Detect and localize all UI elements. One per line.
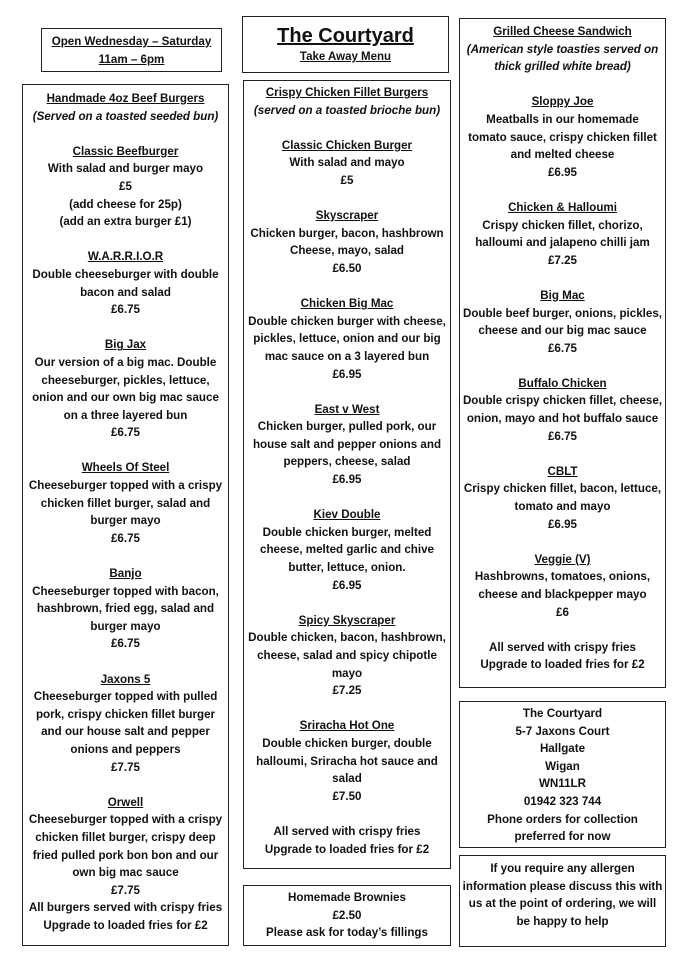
menu-item-description: chicken fillet burger, crispy deep (35, 830, 216, 844)
menu-item-name: Buffalo Chicken (518, 376, 607, 390)
hours-days: Open Wednesday – Saturday (51, 35, 212, 48)
section-subheading: thick grilled white bread) (494, 60, 631, 74)
menu-item-name: Chicken Big Mac (300, 297, 394, 311)
menu-item-price: £7.75 (110, 883, 140, 897)
spacer (244, 383, 450, 401)
menu-item-name: CBLT (547, 464, 578, 478)
brownies-note: Please ask for today’s fillings (266, 926, 428, 940)
spacer (244, 489, 450, 507)
address-box (459, 701, 666, 848)
menu-item-description: and melted cheese (510, 148, 615, 162)
spacer (23, 776, 228, 794)
menu-item-description: tomato and mayo (514, 500, 611, 514)
section-footer: All served with crispy fries (273, 824, 421, 838)
spacer (460, 181, 665, 199)
menu-item-description: Cheese, mayo, salad (289, 244, 405, 258)
spacer (460, 357, 665, 375)
menu-item-description: Double beef burger, onions, pickles, (462, 306, 663, 320)
menu-item-price: £6.75 (547, 429, 577, 443)
brownies-box (243, 885, 451, 946)
menu-item-description: Crispy chicken fillet, chorizo, (482, 218, 643, 232)
menu-item-name: W.A.R.R.I.O.R (87, 250, 164, 264)
menu-item-price: £6.75 (110, 531, 140, 545)
menu-item-description: mac sauce on a 3 layered bun (264, 349, 430, 363)
menu-item-price: £6.95 (332, 473, 362, 487)
spacer (244, 700, 450, 718)
spacer (23, 125, 228, 143)
section-footer: Upgrade to loaded fries for £2 (480, 658, 645, 672)
menu-item-price: £6.95 (332, 578, 362, 592)
spacer (460, 621, 665, 639)
section-heading: Crispy Chicken Fillet Burgers (265, 86, 429, 99)
menu-item-price: £6.95 (547, 517, 577, 531)
menu-item-description: Double crispy chicken fillet, cheese, (462, 394, 663, 408)
section-subheading: (Served on a toasted seeded bun) (32, 109, 219, 123)
menu-item-description: With salad and mayo (289, 156, 405, 170)
menu-item-description: halloumi and jalapeno chilli jam (475, 236, 650, 250)
menu-item-name: Sriracha Hot One (299, 719, 395, 733)
brownies-price: £2.50 (332, 908, 362, 922)
menu-item-description: Hashbrowns, tomatoes, onions, (474, 570, 651, 584)
menu-item-description: chicken fillet burger, salad and (40, 496, 211, 510)
menu-item-description: Double cheeseburger with double (32, 267, 219, 281)
menu-item-description: (add an extra burger £1) (59, 215, 192, 229)
opening-hours-box (41, 28, 222, 72)
menu-item-name: Big Jax (104, 338, 147, 352)
spacer (460, 269, 665, 287)
menu-item-description: pork, crispy chicken fillet burger (35, 707, 216, 721)
section-footer: Upgrade to loaded fries for £2 (264, 842, 430, 856)
menu-item-price: £6.50 (332, 261, 362, 275)
beef-burgers-section (22, 84, 229, 946)
menu-item-description: Cheeseburger topped with a crispy (28, 813, 223, 827)
chicken-burgers-section (243, 80, 451, 869)
menu-item-description: Cheeseburger topped with pulled (33, 690, 218, 704)
allergen-line: If you require any allergen (490, 862, 635, 875)
menu-item-description: With salad and burger mayo (47, 162, 204, 176)
menu-item-description: (add cheese for 25p) (69, 197, 182, 211)
menu-item-description: Chicken burger, pulled pork, our (257, 420, 437, 434)
menu-item-description: burger mayo (90, 514, 161, 528)
menu-item-description: onion, mayo and hot buffalo sauce (466, 412, 659, 426)
section-subheading: (American style toasties served on (466, 42, 659, 56)
menu-item-description: onions and peppers (70, 742, 181, 756)
menu-item-description: Double chicken burger, melted (262, 525, 432, 539)
brownies-name: Homemade Brownies (288, 891, 406, 904)
menu-item-price: £6.75 (547, 341, 577, 355)
menu-item-price: £6.95 (547, 165, 577, 179)
menu-item-price: £7.75 (110, 760, 140, 774)
menu-item-description: Double chicken, bacon, hashbrown, (248, 631, 446, 645)
menu-item-price: £5 (119, 179, 132, 193)
address-line: Phone orders for collection (487, 812, 638, 826)
menu-item-name: Chicken & Halloumi (508, 200, 617, 214)
menu-item-description: butter, lettuce, onion. (288, 561, 406, 575)
section-heading: Grilled Cheese Sandwich (493, 25, 632, 38)
menu-item-description: cheese, melted garlic and chive (260, 543, 434, 557)
menu-item-name: Big Mac (540, 288, 585, 302)
menu-item-price: £6.75 (110, 426, 140, 440)
menu-item-name: Sloppy Joe (531, 95, 594, 109)
menu-item-description: onion and our own big mac sauce (32, 391, 219, 405)
menu-item-description: peppers, cheese, salad (283, 455, 411, 469)
menu-item-description: cheeseburger, pickles, lettuce, (41, 373, 210, 387)
menu-item-description: salad (332, 772, 362, 786)
menu-item-description: Our version of a big mac. Double (34, 355, 217, 369)
menu-item-description: cheese and our big mac sauce (478, 324, 647, 338)
menu-item-price: £7.25 (547, 253, 577, 267)
allergen-line: information please discuss this with (462, 879, 663, 893)
header-box (242, 16, 449, 73)
section-footer: All burgers served with crispy fries (28, 901, 223, 915)
menu-item-name: Banjo (109, 567, 142, 581)
menu-item-description: fried pulled pork bon bon and our (32, 848, 219, 862)
menu-item-description: and our house salt and pepper (41, 725, 210, 739)
menu-item-price: £5 (340, 173, 354, 187)
menu-item-description: tomato sauce, crispy chicken fillet (468, 130, 657, 144)
spacer (244, 119, 450, 137)
menu-item-description: Cheeseburger topped with a crispy (28, 479, 223, 493)
menu-item-description: Chicken burger, bacon, hashbrown (250, 226, 444, 240)
grilled-cheese-section (459, 18, 666, 688)
address-line: 01942 323 744 (523, 794, 602, 808)
menu-item-name: Veggie (V) (534, 552, 591, 566)
allergen-line: be happy to help (516, 914, 609, 928)
page-subtitle: Take Away Menu (299, 51, 392, 63)
section-subheading: (served on a toasted brioche bun) (253, 103, 441, 117)
menu-item-price: £6 (556, 605, 569, 619)
menu-item-description: hashbrown, fried egg, salad and (36, 602, 215, 616)
menu-item-name: Skyscraper (315, 209, 379, 223)
spacer (244, 190, 450, 208)
page-title: The Courtyard (277, 25, 414, 47)
menu-item-name: Kiev Double (313, 508, 381, 522)
address-line: preferred for now (514, 830, 611, 844)
menu-item-description: house salt and pepper onions and (252, 437, 442, 451)
menu-item-price: £6.75 (110, 637, 140, 651)
section-heading: Handmade 4oz Beef Burgers (46, 92, 205, 105)
spacer (460, 533, 665, 551)
menu-item-description: cheese and blackpepper mayo (478, 588, 647, 601)
menu-item-price: £7.25 (332, 684, 362, 698)
menu-item-description: bacon and salad (80, 285, 171, 299)
menu-item-description: mayo (331, 666, 363, 680)
spacer (244, 805, 450, 823)
spacer (460, 76, 665, 94)
allergen-line: us at the point of ordering, we will (468, 897, 657, 911)
menu-item-name: East v West (314, 402, 380, 416)
menu-item-name: Classic Beefburger (72, 144, 179, 158)
menu-item-description: Crispy chicken fillet, bacon, lettuce, (463, 482, 662, 496)
menu-item-description: Cheeseburger topped with bacon, (32, 584, 219, 598)
spacer (460, 445, 665, 463)
menu-item-description: burger mayo (90, 619, 161, 633)
menu-item-price: £7.50 (332, 789, 362, 803)
spacer (23, 547, 228, 565)
address-line: WN11LR (538, 777, 587, 791)
spacer (244, 278, 450, 296)
spacer (23, 319, 228, 337)
allergen-box (459, 855, 666, 947)
address-line: Wigan (545, 759, 580, 773)
spacer (23, 442, 228, 460)
hours-time: 11am – 6pm (98, 52, 165, 66)
menu-item-price: £6.95 (332, 367, 362, 381)
menu-item-name: Classic Chicken Burger (281, 138, 413, 152)
menu-item-price: £6.75 (110, 303, 140, 317)
menu-item-description: own big mac sauce (72, 866, 179, 880)
address-line: 5-7 Jaxons Court (515, 724, 610, 738)
spacer (23, 231, 228, 249)
menu-item-name: Wheels Of Steel (81, 461, 170, 475)
menu-item-description: pickles, lettuce, onion and our big (253, 332, 441, 346)
section-footer: All served with crispy fries (489, 640, 636, 654)
address-line: Hallgate (539, 742, 586, 756)
menu-item-description: halloumi, Sriracha hot sauce and (256, 754, 438, 768)
menu-item-name: Orwell (107, 795, 144, 809)
menu-item-description: on a three layered bun (63, 408, 188, 422)
spacer (244, 594, 450, 612)
spacer (23, 653, 228, 671)
menu-item-name: Spicy Skyscraper (298, 613, 396, 627)
menu-item-description: Double chicken burger, double (262, 736, 432, 750)
menu-item-description: Meatballs in our homemade (486, 112, 639, 126)
address-line: The Courtyard (522, 707, 603, 720)
menu-item-description: Double chicken burger with cheese, (248, 314, 446, 328)
menu-item-description: cheese, salad and spicy chipotle (257, 649, 437, 662)
section-footer: Upgrade to loaded fries for £2 (43, 918, 208, 932)
menu-item-name: Jaxons 5 (100, 672, 151, 686)
